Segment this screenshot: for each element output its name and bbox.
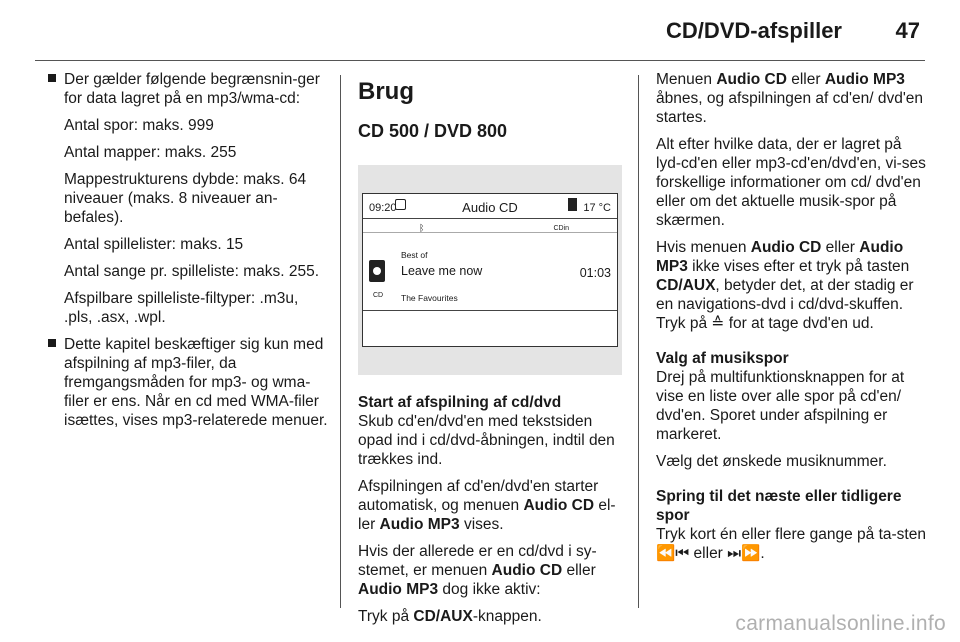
header-rule — [35, 60, 925, 61]
column-2 — [358, 70, 628, 634]
cdin-indicator: CDin — [553, 225, 569, 232]
model-heading: CD 500 / DVD 800 — [358, 121, 508, 141]
skip-track-heading: Spring til det næste eller tidligere spor — [656, 488, 902, 524]
limit-item: Antal spor: maks. 999 — [64, 117, 214, 134]
artist-name: The Favourites — [401, 293, 458, 303]
music-note-icon — [568, 198, 577, 211]
screen-top-bar — [363, 194, 617, 219]
column-3 — [656, 70, 926, 571]
display-screen — [362, 193, 618, 347]
bullet-mp3-note — [48, 335, 330, 430]
start-heading: Start af afspilning af cd/dvd — [358, 394, 562, 411]
cd-icon — [369, 260, 385, 282]
limit-item: Afspilbare spilleliste-filtyper: .m3u, .pls, .asx, .wpl. — [64, 290, 299, 326]
bullet-limits — [48, 70, 330, 108]
section-heading: Brug — [358, 78, 414, 105]
limit-item: Antal spillelister: maks. 15 — [64, 236, 244, 253]
column-divider-1 — [340, 75, 341, 608]
bullet-square-icon — [48, 74, 56, 82]
autoplay-text: Afspilningen af cd'en/dvd'en starter automatisk, og menuen Audio CD el-ler Audio MP3 vises. — [358, 478, 616, 533]
track-select-heading: Valg af musikspor — [656, 350, 789, 367]
clock-text: 09:20 — [369, 202, 397, 214]
bluetooth-icon: ᛒ — [419, 223, 425, 233]
info-display-text: Alt efter hvilke data, der er lagret på lyd-cd'en eller mp3-cd'en/dvd'en, vi-ses forskellige informationer om cd/ dvd'en eller om det aktuelle musik-spor på skærmen. — [656, 136, 926, 229]
screen-status-bar — [363, 218, 617, 233]
menu-opens-text: Menuen Audio CD eller Audio MP3 åbnes, og afspilningen af cd'en/ dvd'en startes. — [656, 71, 924, 126]
limit-item: Antal sange pr. spilleliste: maks. 255. — [64, 263, 320, 280]
screen-title: Audio CD — [462, 200, 518, 215]
column-divider-2 — [638, 75, 639, 608]
bullet-square-icon — [48, 339, 56, 347]
choose-track-text: Vælg det ønskede musiknummer. — [656, 453, 887, 470]
audio-screen-illustration — [358, 165, 622, 375]
column-1 — [48, 70, 330, 438]
screen-bottom-divider — [363, 310, 617, 311]
skip-track-text: Tryk kort én eller flere gange på ta-sten ⏪⏮ eller ⏭⏩. — [656, 526, 926, 562]
limits-intro: Der gælder følgende begrænsnin-ger for data lagret på en mp3/wma-cd: — [64, 71, 320, 107]
page-header-title: CD/DVD-afspiller — [665, 18, 842, 43]
track-list-text: Drej på multifunktionsknappen for at vise en liste over alle spor på cd'en/ dvd'en. Sporet under afspilning er markeret. — [656, 369, 905, 443]
elapsed-time: 01:03 — [579, 266, 611, 280]
press-cdaux-text: Tryk på CD/AUX-knappen. — [358, 608, 542, 625]
cd-label: CD — [373, 292, 384, 299]
limit-item: Mappestrukturens dybde: maks. 64 niveauer (maks. 8 niveauer an-befales). — [64, 171, 307, 226]
song-title: Leave me now — [401, 264, 483, 278]
album-name: Best of — [401, 250, 428, 260]
watermark-text: carmanualsonline.info — [735, 612, 946, 635]
limit-item: Antal mapper: maks. 255 — [64, 144, 237, 161]
nav-dvd-text: Hvis menuen Audio CD eller Audio MP3 ikke vises efter et tryk på tasten CD/AUX, betyder det, at der stadig er en navigations-dvd i cd/dvd-skuffen. Tryk på ≙ for at tage dvd'en ud. — [656, 239, 914, 332]
page-number: 47 — [895, 18, 920, 43]
already-inserted-text: Hvis der allerede er en cd/dvd i sy-stemet, er menuen Audio CD eller Audio MP3 dog ikke aktiv: — [358, 543, 597, 598]
insert-disc-text: Skub cd'en/dvd'en med tekstsiden opad ind i cd/dvd-åbningen, indtil den trækkes ind. — [358, 413, 615, 468]
mp3-note: Dette kapitel beskæftiger sig kun med afspilning af mp3-filer, da fremgangsmåden for mp3- og wma-filer er ens. Når en cd med WMA-filer isættes, vises mp3-relaterede menuer. — [64, 336, 328, 429]
temperature-text: 17 °C — [583, 202, 611, 214]
